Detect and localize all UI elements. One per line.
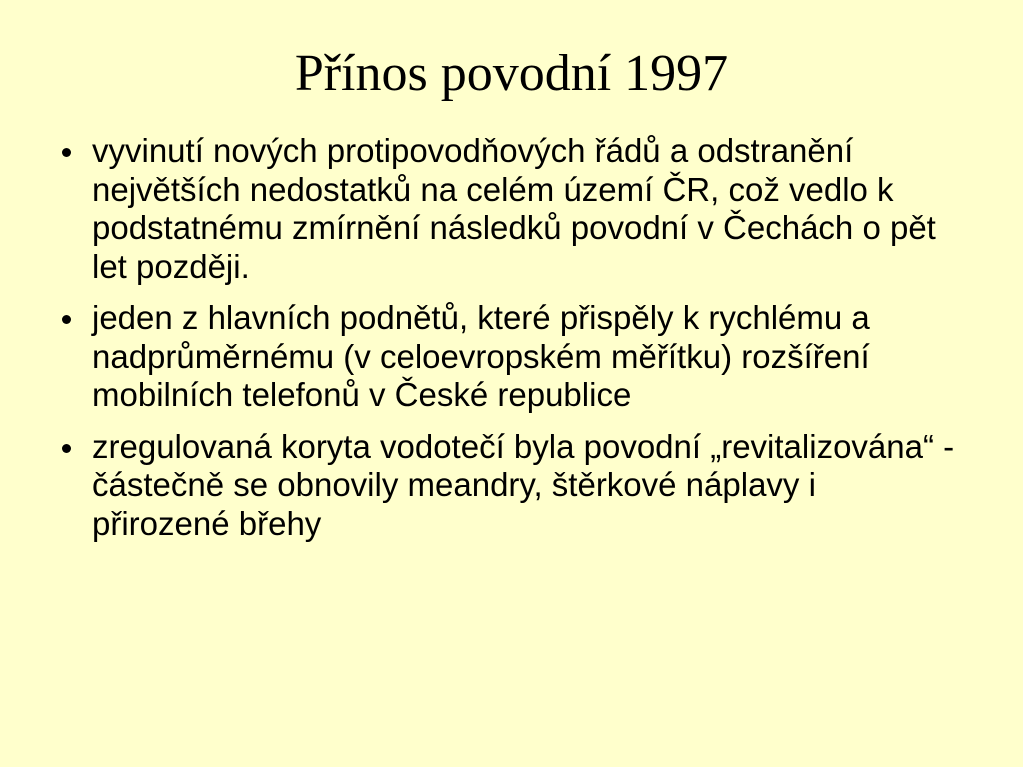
bullet-text: vyvinutí nových protipovodňových řádů a odstranění největších nedostatků na celém území ČR, což vedlo k podstatnému zmírnění následků povodní v Čechách o pět let později.	[92, 132, 936, 285]
bullet-item	[56, 428, 956, 544]
bullet-text: jeden z hlavních podnětů, které přispěly k rychlému a nadprůměrnému (v celoevropském měřítku) rozšíření mobilních telefonů v České republice	[92, 299, 870, 413]
bullet-text: zregulovaná koryta vodotečí byla povodní „revitalizována“ - částečně se obnovily meandry, štěrkové náplavy i přirozené břehy	[92, 427, 955, 542]
bullet-icon	[62, 315, 71, 324]
bullet-icon	[62, 148, 71, 157]
bullet-item	[56, 299, 956, 415]
bullet-icon	[62, 444, 71, 453]
slide-title: Přínos povodní 1997	[294, 45, 729, 102]
bullet-item	[56, 132, 956, 286]
bullet-list	[56, 132, 956, 556]
